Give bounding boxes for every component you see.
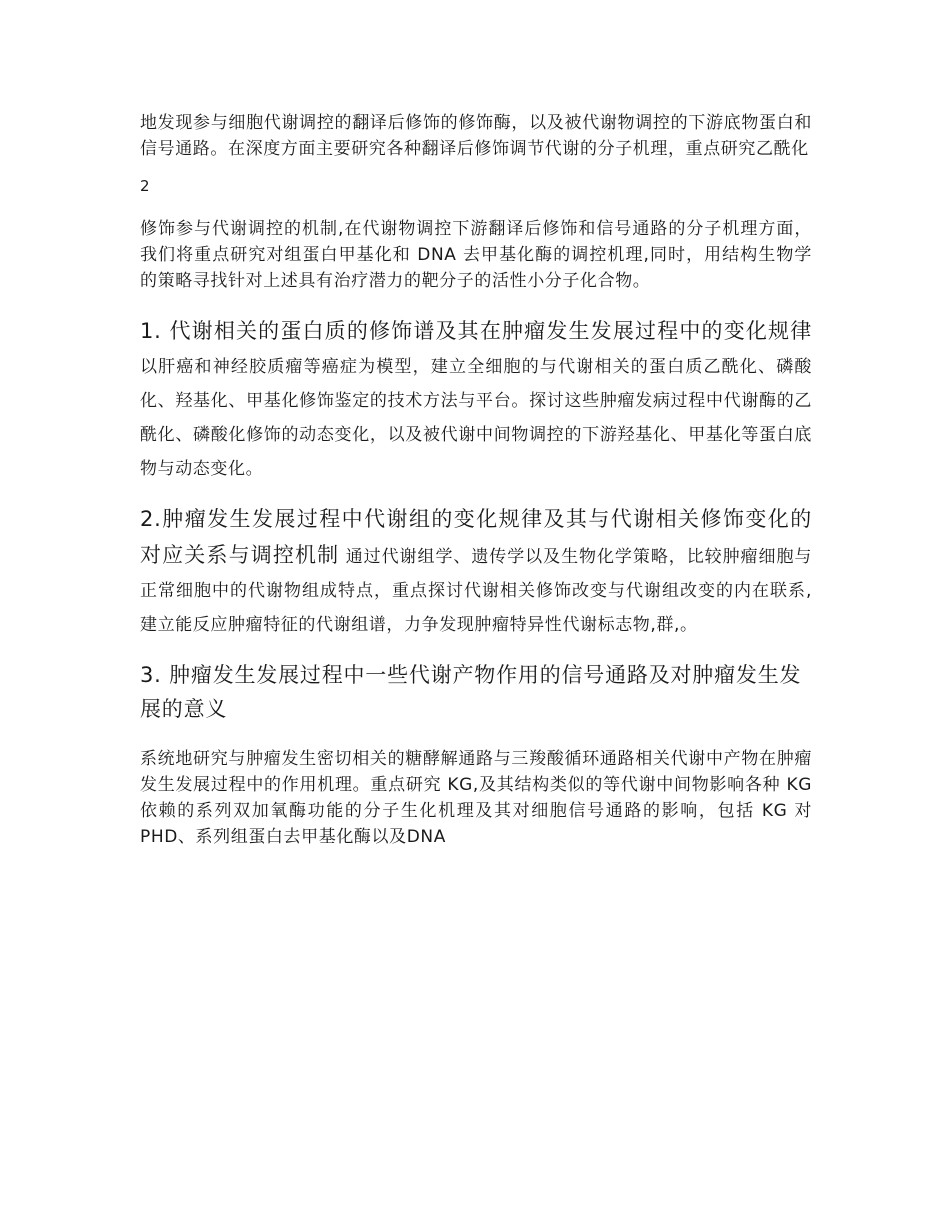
section-1-heading: 1. 代谢相关的蛋白质的修饰谱及其在肿瘤发生发展过程中的变化规律	[140, 319, 812, 343]
paragraph-mechanism: 修饰参与代谢调控的机制,在代谢物调控下游翻译后修饰和信号通路的分子机理方面，我们将重点研究对组蛋白甲基化和 DNA 去甲基化酶的调控机理,同时，用结构生物学的策略寻找针对上述具有治疗潜力的靶分子的活性小分子化合物。	[140, 219, 812, 291]
section-1	[140, 314, 812, 486]
section-3-heading: 3. 肿瘤发生发展过程中一些代谢产物作用的信号通路及对肿瘤发生发展的意义	[140, 663, 802, 721]
section-2-body: 通过代谢组学、遗传学以及生物化学策略，比较肿瘤细胞与正常细胞中的代谢物组成特点，重点探讨代谢相关修饰改变与代谢组改变的内在联系,建立能反应肿瘤特征的代谢组谱，力争发现肿瘤特异性代谢标志物,群,。	[140, 547, 812, 635]
section-1-body: 以肝癌和神经胶质瘤等癌症为模型，建立全细胞的与代谢相关的蛋白质乙酰化、磷酸化、羟基化、甲基化修饰鉴定的技术方法与平台。探讨这些肿瘤发病过程中代谢酶的乙酰化、磷酸化修饰的动态变化，以及被代谢中间物调控的下游羟基化、甲基化等蛋白底物与动态变化。	[140, 357, 812, 479]
paragraph-continued: 地发现参与细胞代谢调控的翻译后修饰的修饰酶，以及被代谢物调控的下游底物蛋白和信号通路。在深度方面主要研究各种翻译后修饰调节代谢的分子机理，重点研究乙酰化	[140, 113, 812, 159]
section-3-body: 系统地研究与肿瘤发生密切相关的糖酵解通路与三羧酸循环通路相关代谢中产物在肿瘤发生发展过程中的作用机理。重点研究 KG,及其结构类似的等代谢中间物影响各种 KG 依赖的系列双加氧酶功能的分子生化机理及其对细胞信号通路的影响，包括 KG 对 PHD、系列组蛋白去甲基化酶以及DNA	[140, 749, 812, 847]
page-number: 2	[140, 177, 150, 195]
section-2-heading: 2.肿瘤发生发展过程中代谢组的变化规律及其与代谢相关修饰变化的对应关系与调控机制	[140, 507, 812, 567]
section-2	[140, 502, 812, 642]
document-page	[140, 110, 812, 850]
